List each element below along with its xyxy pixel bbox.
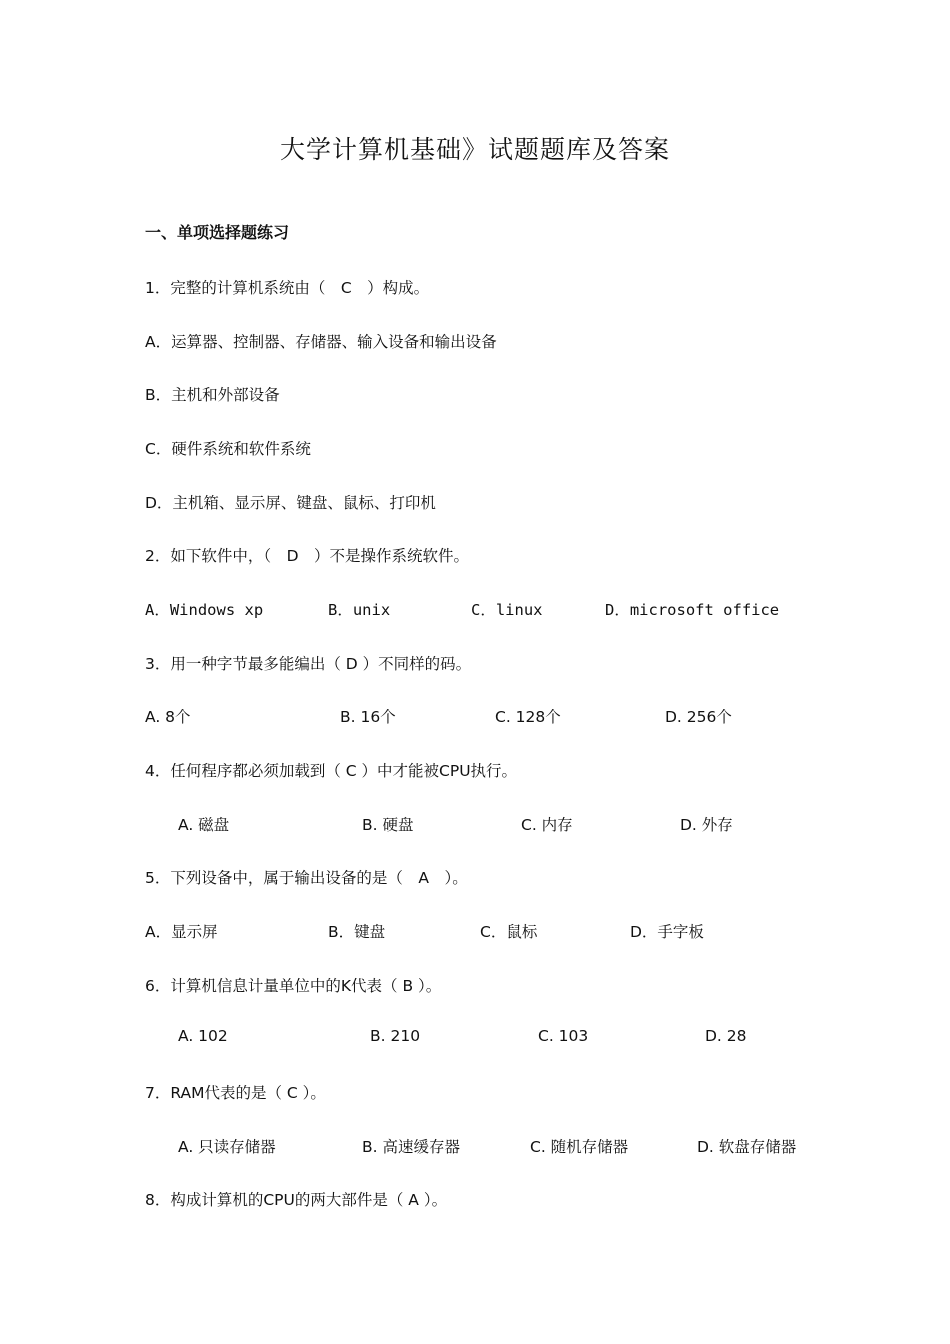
question-4-option-b: B. 硬盘 <box>362 816 414 834</box>
question-2-option-b: B．unix <box>328 601 391 619</box>
question-6-option-b: B. 210 <box>370 1027 421 1045</box>
question-3-option-a: A. 8个 <box>145 708 191 726</box>
question-5-stem: 5．下列设备中，属于输出设备的是（ A ）。 <box>145 869 468 887</box>
question-5-option-d: D．手字板 <box>630 923 704 941</box>
question-4-option-c: C. 内存 <box>521 816 573 834</box>
question-7-option-b: B. 高速缓存器 <box>362 1138 460 1156</box>
question-2-option-d: D．microsoft office <box>605 601 780 619</box>
question-5-option-a: A．显示屏 <box>145 923 218 941</box>
document-title: 大学计算机基础》试题题库及答案 <box>279 135 670 164</box>
question-3-option-d: D. 256个 <box>665 708 732 726</box>
section-heading: 一、单项选择题练习 <box>145 223 290 242</box>
question-6-option-d: D. 28 <box>705 1027 747 1045</box>
question-1-option-d: D．主机箱、显示屏、键盘、鼠标、打印机 <box>145 494 436 512</box>
question-5-option-c: C．鼠标 <box>480 923 538 941</box>
question-2-option-c: C．linux <box>471 601 543 619</box>
question-3-option-b: B. 16个 <box>340 708 396 726</box>
question-1-stem: 1．完整的计算机系统由（ C ）构成。 <box>145 279 430 297</box>
question-2-stem: 2．如下软件中，（ D ）不是操作系统软件。 <box>145 547 470 565</box>
question-4-option-a: A. 磁盘 <box>178 816 230 834</box>
question-6-stem: 6．计算机信息计量单位中的K代表（ B ）。 <box>145 977 442 995</box>
question-3-stem: 3．用一种字节最多能编出（ D ）不同样的码。 <box>145 655 472 673</box>
question-3-option-c: C. 128个 <box>495 708 561 726</box>
question-2-option-a: A．Windows xp <box>145 601 264 619</box>
question-6-option-c: C. 103 <box>538 1027 589 1045</box>
question-4-stem: 4．任何程序都必须加载到（ C ）中才能被CPU执行。 <box>145 762 518 780</box>
question-7-stem: 7．RAM代表的是（ C ）。 <box>145 1084 326 1102</box>
question-7-option-a: A. 只读存储器 <box>178 1138 276 1156</box>
question-1-option-a: A．运算器、控制器、存储器、输入设备和输出设备 <box>145 333 497 351</box>
question-8-stem: 8．构成计算机的CPU的两大部件是（ A ）。 <box>145 1191 448 1209</box>
question-4-option-d: D. 外存 <box>680 816 733 834</box>
question-7-option-d: D. 软盘存储器 <box>697 1138 797 1156</box>
question-6-option-a: A. 102 <box>178 1027 228 1045</box>
question-7-option-c: C. 随机存储器 <box>530 1138 629 1156</box>
question-5-option-b: B．键盘 <box>328 923 386 941</box>
question-1-option-b: B．主机和外部设备 <box>145 386 280 404</box>
question-1-option-c: C．硬件系统和软件系统 <box>145 440 311 458</box>
